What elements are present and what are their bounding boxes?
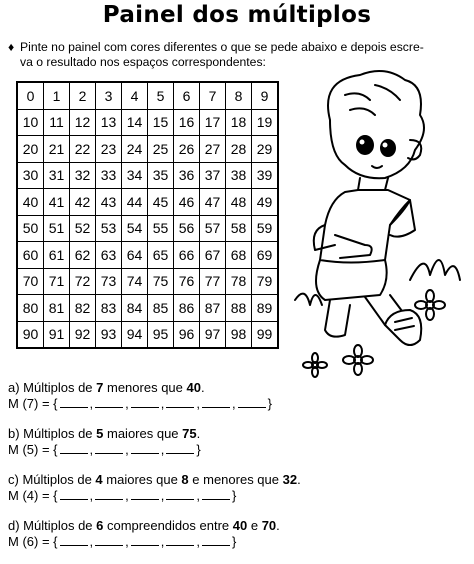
question-text: . <box>297 472 301 487</box>
grid-cell[interactable]: 14 <box>122 109 148 136</box>
grid-cell[interactable]: 55 <box>148 215 174 242</box>
grid-cell[interactable]: 6 <box>174 82 200 109</box>
grid-row <box>17 321 278 348</box>
question-text: b) Múltiplos de <box>8 426 97 441</box>
grid-cell[interactable]: 93 <box>96 321 122 348</box>
question-text: . <box>276 518 280 533</box>
grid-cell[interactable]: 54 <box>122 215 148 242</box>
question-number: 40 <box>186 380 201 395</box>
instructions-line-1: Pinte no painel com cores diferentes o que se pede abaixo e depois escre- <box>20 40 424 54</box>
answer-blank[interactable] <box>95 396 123 408</box>
answer-blank[interactable] <box>60 396 88 408</box>
grid-cell[interactable]: 67 <box>200 242 226 269</box>
grid-cell[interactable]: 44 <box>122 189 148 216</box>
grid-cell[interactable]: 59 <box>252 215 279 242</box>
grid-row <box>17 136 278 163</box>
answer-blank[interactable] <box>131 442 159 454</box>
grid-cell[interactable]: 19 <box>252 109 279 136</box>
comma-separator: , <box>125 396 129 411</box>
grid-cell[interactable]: 94 <box>122 321 148 348</box>
set-label: M (4) = { <box>8 488 58 503</box>
comma-separator: , <box>89 534 94 549</box>
question-number: 6 <box>96 518 104 533</box>
comma-separator: , <box>89 396 94 411</box>
question-item <box>8 380 368 412</box>
set-close-brace: } <box>267 396 272 411</box>
answer-blank[interactable] <box>131 396 159 408</box>
grid-cell[interactable]: 34 <box>122 162 148 189</box>
grid-cell[interactable]: 39 <box>252 162 279 189</box>
grid-cell[interactable]: 72 <box>70 268 96 295</box>
grid-row <box>17 109 278 136</box>
question-text: e <box>247 518 262 533</box>
grid-cell[interactable]: 49 <box>252 189 279 216</box>
question-text: e menores que <box>188 472 283 487</box>
comma-separator: , <box>125 534 129 549</box>
grid-cell[interactable]: 10 <box>17 109 44 136</box>
comma-separator: , <box>160 396 165 411</box>
grid-cell[interactable]: 74 <box>122 268 148 295</box>
grid-cell[interactable]: 18 <box>226 109 252 136</box>
answer-blank[interactable] <box>166 488 194 500</box>
grid-cell[interactable]: 86 <box>174 295 200 322</box>
grid-cell[interactable]: 61 <box>44 242 70 269</box>
question-number: 40 <box>232 518 248 533</box>
question-text: a) Múltiplos de <box>8 380 97 395</box>
grid-cell[interactable]: 43 <box>96 189 122 216</box>
set-label: M (5) = { <box>8 442 58 457</box>
grid-row <box>17 268 278 295</box>
comma-separator: , <box>125 442 129 457</box>
grid-cell[interactable]: 53 <box>96 215 122 242</box>
question-number: 7 <box>96 380 104 395</box>
grid-cell[interactable]: 84 <box>122 295 148 322</box>
question-number: 4 <box>95 472 103 487</box>
grid-cell[interactable]: 68 <box>226 242 252 269</box>
set-label: M (7) = { <box>8 396 58 411</box>
grid-cell[interactable]: 2 <box>70 82 96 109</box>
grid-cell[interactable]: 33 <box>96 162 122 189</box>
comma-separator: , <box>89 488 94 503</box>
diamond-bullet-icon: ♦ <box>8 40 15 54</box>
grid-cell[interactable]: 82 <box>70 295 96 322</box>
set-close-brace: } <box>232 534 237 549</box>
question-number: 5 <box>96 426 104 441</box>
question-prompt <box>8 518 368 534</box>
grid-cell[interactable]: 97 <box>200 321 226 348</box>
answer-set <box>8 534 368 550</box>
answer-blank[interactable] <box>60 442 88 454</box>
grid-cell[interactable]: 17 <box>200 109 226 136</box>
grid-cell[interactable]: 31 <box>44 162 70 189</box>
grid-cell[interactable]: 38 <box>226 162 252 189</box>
grid-cell[interactable]: 76 <box>174 268 200 295</box>
grid-cell[interactable]: 1 <box>44 82 70 109</box>
grid-cell[interactable]: 65 <box>148 242 174 269</box>
grid-cell[interactable]: 45 <box>148 189 174 216</box>
grid-cell[interactable]: 47 <box>200 189 226 216</box>
grid-cell[interactable]: 58 <box>226 215 252 242</box>
comma-separator: , <box>160 534 165 549</box>
grid-cell[interactable]: 64 <box>122 242 148 269</box>
comma-separator: , <box>196 396 200 411</box>
grid-cell[interactable]: 66 <box>174 242 200 269</box>
grid-cell[interactable]: 92 <box>70 321 96 348</box>
grid-cell[interactable]: 25 <box>148 136 174 163</box>
comma-separator: , <box>196 534 200 549</box>
set-label: M (6) = { <box>8 534 58 549</box>
grid-cell[interactable]: 23 <box>96 136 122 163</box>
grid-cell[interactable]: 32 <box>70 162 96 189</box>
comma-separator: , <box>89 442 94 457</box>
grid-cell[interactable]: 36 <box>174 162 200 189</box>
grid-cell[interactable]: 95 <box>148 321 174 348</box>
question-text: maiores que <box>103 426 183 441</box>
grid-cell[interactable]: 89 <box>252 295 279 322</box>
grid-cell[interactable]: 52 <box>70 215 96 242</box>
comma-separator: , <box>125 488 129 503</box>
grid-row <box>17 215 278 242</box>
boy-illustration <box>290 60 474 390</box>
grid-cell[interactable]: 24 <box>122 136 148 163</box>
answer-blank[interactable] <box>131 488 159 500</box>
grid-cell[interactable]: 0 <box>17 82 44 109</box>
grid-cell[interactable]: 90 <box>17 321 44 348</box>
question-item <box>8 472 368 504</box>
grid-cell[interactable]: 41 <box>44 189 70 216</box>
page-title: Painel dos múltiplos <box>102 2 372 28</box>
question-prompt <box>8 380 368 396</box>
grid-cell[interactable]: 28 <box>226 136 252 163</box>
grid-cell[interactable]: 11 <box>44 109 70 136</box>
grid-cell[interactable]: 8 <box>226 82 252 109</box>
grid-cell[interactable]: 46 <box>174 189 200 216</box>
answer-blank[interactable] <box>95 442 123 454</box>
comma-separator: , <box>196 488 200 503</box>
answer-set <box>8 488 368 504</box>
grid-cell[interactable]: 78 <box>226 268 252 295</box>
questions-section <box>8 380 368 564</box>
question-number: 70 <box>261 518 277 533</box>
grid-cell[interactable]: 50 <box>17 215 44 242</box>
grid-cell[interactable]: 26 <box>174 136 200 163</box>
grid-cell[interactable]: 99 <box>252 321 279 348</box>
comma-separator: , <box>160 442 165 457</box>
grid-cell[interactable]: 77 <box>200 268 226 295</box>
grid-cell[interactable]: 35 <box>148 162 174 189</box>
comma-separator: , <box>160 488 165 503</box>
grid-cell[interactable]: 81 <box>44 295 70 322</box>
grid-cell[interactable]: 51 <box>44 215 70 242</box>
grid-cell[interactable]: 42 <box>70 189 96 216</box>
comma-separator: , <box>232 396 236 411</box>
grid-cell[interactable]: 29 <box>252 136 279 163</box>
grid-cell[interactable]: 22 <box>70 136 96 163</box>
grid-cell[interactable]: 75 <box>148 268 174 295</box>
question-number: 8 <box>181 472 189 487</box>
grid-cell[interactable]: 80 <box>17 295 44 322</box>
set-close-brace: } <box>232 488 237 503</box>
grid-cell[interactable]: 12 <box>70 109 96 136</box>
grid-cell[interactable]: 40 <box>17 189 44 216</box>
grid-cell[interactable]: 30 <box>17 162 44 189</box>
question-text: maiores que <box>102 472 182 487</box>
question-text: menores que <box>103 380 187 395</box>
question-number: 32 <box>282 472 298 487</box>
grid-cell[interactable]: 70 <box>17 268 44 295</box>
grid-row <box>17 189 278 216</box>
grid-cell[interactable]: 57 <box>200 215 226 242</box>
question-item <box>8 426 368 458</box>
answer-blank[interactable] <box>202 534 230 546</box>
grid-cell[interactable]: 85 <box>148 295 174 322</box>
answer-blank[interactable] <box>166 442 194 454</box>
answer-blank[interactable] <box>95 534 123 546</box>
answer-blank[interactable] <box>95 488 123 500</box>
grid-cell[interactable]: 7 <box>200 82 226 109</box>
grid-cell[interactable]: 21 <box>44 136 70 163</box>
grid-cell[interactable]: 79 <box>252 268 279 295</box>
question-text: c) Múltiplos de <box>8 472 96 487</box>
answer-blank[interactable] <box>166 396 194 408</box>
grid-cell[interactable]: 37 <box>200 162 226 189</box>
answer-blank[interactable] <box>60 534 88 546</box>
answer-blank[interactable] <box>202 488 230 500</box>
grid-cell[interactable]: 9 <box>252 82 279 109</box>
answer-blank[interactable] <box>60 488 88 500</box>
grid-cell[interactable]: 69 <box>252 242 279 269</box>
answer-blank[interactable] <box>202 396 230 408</box>
answer-blank[interactable] <box>131 534 159 546</box>
grid-cell[interactable]: 98 <box>226 321 252 348</box>
number-grid <box>16 81 279 349</box>
grid-cell[interactable]: 4 <box>122 82 148 109</box>
question-prompt <box>8 472 368 488</box>
grid-cell[interactable]: 83 <box>96 295 122 322</box>
grid-cell[interactable]: 15 <box>148 109 174 136</box>
grid-cell[interactable]: 60 <box>17 242 44 269</box>
question-item <box>8 518 368 550</box>
grid-cell[interactable]: 91 <box>44 321 70 348</box>
answer-blank[interactable] <box>238 396 266 408</box>
grid-cell[interactable]: 20 <box>17 136 44 163</box>
instructions-line-2: va o resultado nos espaços correspondentes: <box>20 55 266 69</box>
grid-cell[interactable]: 3 <box>96 82 122 109</box>
grid-cell[interactable]: 27 <box>200 136 226 163</box>
question-number: 75 <box>182 426 197 441</box>
question-text: . <box>200 380 205 395</box>
set-close-brace: } <box>196 442 201 457</box>
grid-cell[interactable]: 71 <box>44 268 70 295</box>
grid-cell[interactable]: 56 <box>174 215 200 242</box>
grid-cell[interactable]: 73 <box>96 268 122 295</box>
question-text: compreendidos entre <box>103 518 233 533</box>
grid-cell[interactable]: 16 <box>174 109 200 136</box>
grid-cell[interactable]: 63 <box>96 242 122 269</box>
grid-cell[interactable]: 88 <box>226 295 252 322</box>
grid-cell[interactable]: 96 <box>174 321 200 348</box>
question-text: d) Múltiplos de <box>8 518 97 533</box>
grid-cell[interactable]: 48 <box>226 189 252 216</box>
answer-set <box>8 396 368 412</box>
grid-row <box>17 162 278 189</box>
grid-cell[interactable]: 5 <box>148 82 174 109</box>
grid-row <box>17 82 278 109</box>
grid-cell[interactable]: 13 <box>96 109 122 136</box>
answer-set <box>8 442 368 458</box>
question-prompt <box>8 426 368 442</box>
grid-row <box>17 242 278 269</box>
grid-cell[interactable]: 87 <box>200 295 226 322</box>
answer-blank[interactable] <box>166 534 194 546</box>
question-text: . <box>196 426 201 441</box>
grid-cell[interactable]: 62 <box>70 242 96 269</box>
grid-row <box>17 295 278 322</box>
